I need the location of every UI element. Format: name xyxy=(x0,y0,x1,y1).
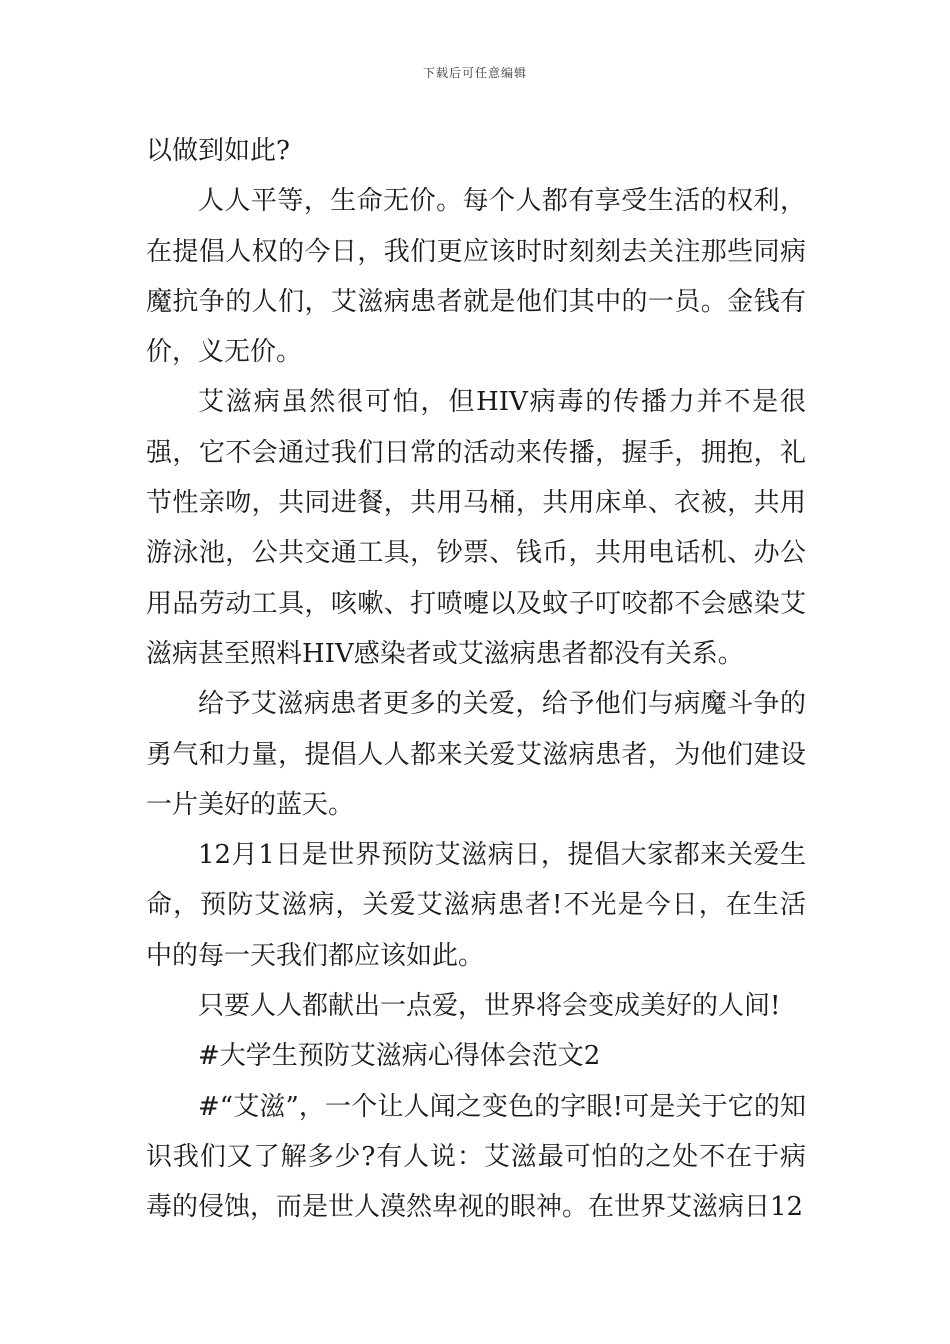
paragraph: 只要人人都献出一点爱，世界将会变成美好的人间! xyxy=(198,991,781,1022)
document-body xyxy=(146,126,806,1233)
paragraph: 人人平等，生命无价。每个人都有享受生活的权利，在提倡人权的今日，我们更应该时时刻刻去关注那些同病魔抗争的人们，艾滋病患者就是他们其中的一员。金钱有价，义无价。 xyxy=(146,186,806,368)
paragraph: 给予艾滋病患者更多的关爱，给予他们与病魔斗争的勇气和力量，提倡人人都来关爱艾滋病患者，为他们建设一片美好的蓝天。 xyxy=(146,689,806,820)
paragraph: 12月1日是世界预防艾滋病日，提倡大家都来关爱生命，预防艾滋病，关爱艾滋病患者!不光是今日，在生活中的每一天我们都应该如此。 xyxy=(146,840,806,971)
paragraph: #“艾滋”，一个让人闻之变色的字眼!可是关于它的知识我们又了解多少?有人说：艾滋最可怕的之处不在于病毒的侵蚀，而是世人漠然卑视的眼神。在世界艾滋病日12 xyxy=(146,1091,806,1223)
paragraph-continuation: 以做到如此? xyxy=(146,136,290,166)
paragraph: 艾滋病虽然很可怕，但HIV病毒的传播力并不是很强，它不会通过我们日常的活动来传播，握手，拥抱，礼节性亲吻，共同进餐，共用马桶，共用床单、衣被，共用游泳池，公共交通工具，钞票、钱币，共用电话机、办公用品劳动工具，咳嗽、打喷嚏以及蚊子叮咬都不会感染艾滋病甚至照料HIV感染者或艾滋病患者都没有关系。 xyxy=(146,387,806,669)
page-header: 下载后可任意编辑 xyxy=(422,66,527,80)
section-heading: #大学生预防艾滋病心得体会范文2 xyxy=(198,1041,601,1072)
